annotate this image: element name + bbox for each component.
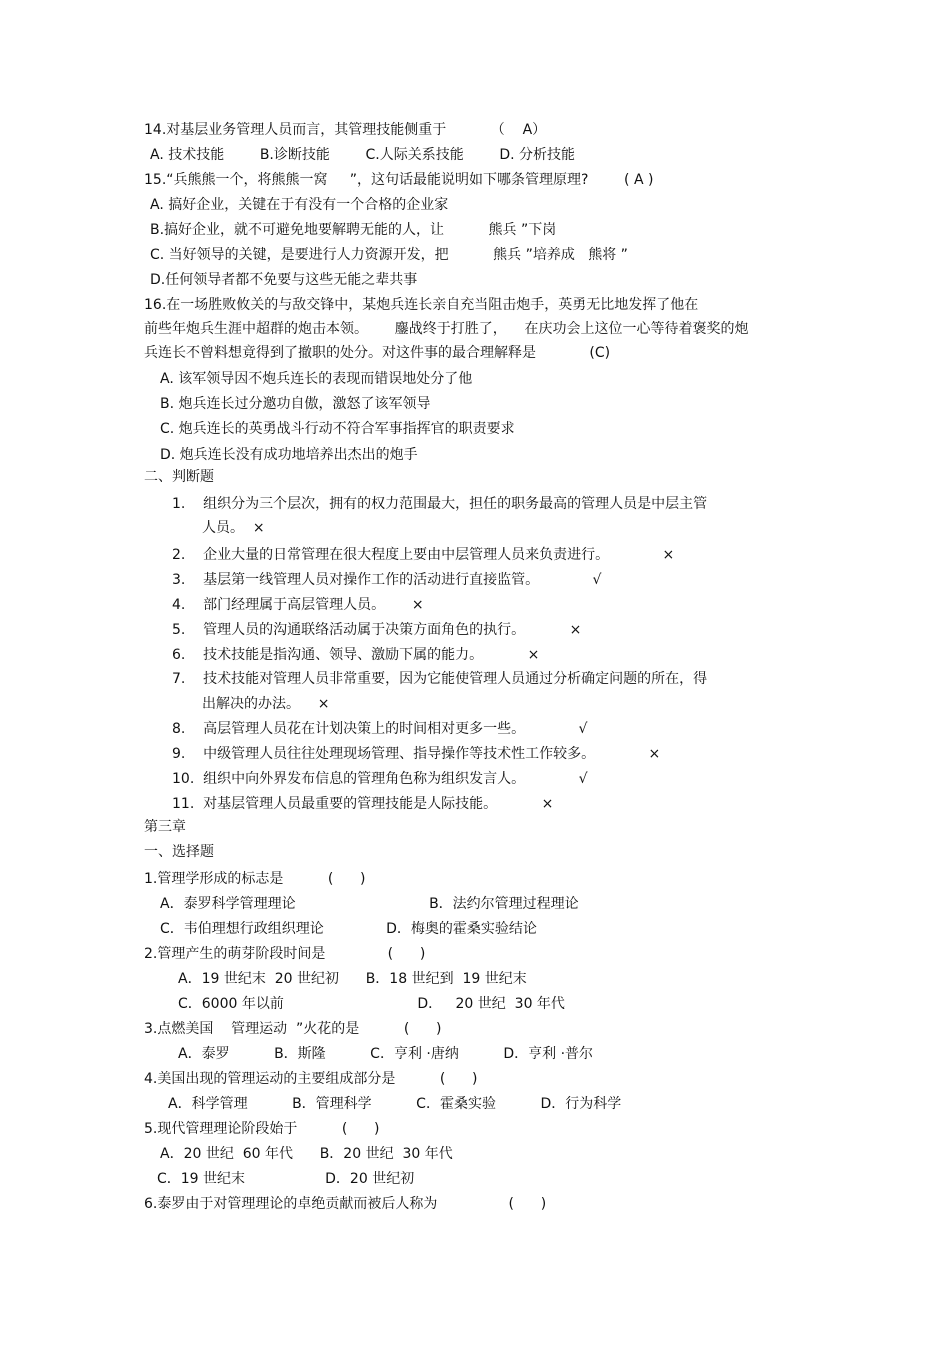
q16-option-d: D. 炮兵连长没有成功地培养出杰出的炮手 (160, 447, 418, 463)
tf-item-3: 3. 基层第一线管理人员对操作工作的活动进行直接监管。 √ (172, 572, 602, 588)
chapter-3-heading: 第三章 (144, 819, 186, 835)
tf-item-9: 9. 中级管理人员往往处理现场管理、指导操作等技术性工作较多。 × (172, 746, 661, 762)
tf-item-6: 6. 技术技能是指沟通、领导、激励下属的能力。 × (172, 647, 540, 663)
ch3-q5-options-ab: A．20 世纪 60 年代 B．20 世纪 30 年代 (160, 1146, 453, 1162)
question-16-line-2: 前些年炮兵生涯中超群的炮击本领。 鏖战终于打胜了， 在庆功会上这位一心等待着褒奖的炮 (144, 321, 749, 337)
q15-option-a: A. 搞好企业，关键在于有没有一个合格的企业家 (150, 197, 449, 213)
q15-option-c: C. 当好领导的关键，是要进行人力资源开发，把 熊兵 ”培养成 熊将 ” (150, 247, 628, 263)
tf-item-8: 8. 高层管理人员花在计划决策上的时间相对更多一些。 √ (172, 721, 588, 737)
q16-option-c: C. 炮兵连长的英勇战斗行动不符合军事指挥官的职责要求 (160, 421, 515, 437)
question-14: 14.对基层业务管理人员而言，其管理技能侧重于 （ A） (144, 122, 547, 138)
q15-option-d: D.任何领导者都不免要与这些无能之辈共事 (150, 272, 418, 288)
tf-item-7-line-1: 7. 技术技能对管理人员非常重要，因为它能使管理人员通过分析确定问题的所在，得 (172, 671, 708, 687)
tf-item-7-line-2: 出解决的办法。 × (202, 696, 330, 712)
tf-item-4: 4. 部门经理属于高层管理人员。 × (172, 597, 424, 613)
tf-item-1-line-2: 人员。 × (202, 520, 265, 536)
section-heading-true-false: 二、判断题 (144, 469, 214, 485)
ch3-question-3: 3.点燃美国 管理运动 ”火花的是 ( ) (144, 1021, 442, 1037)
q16-option-b: B. 炮兵连长过分邀功自傲，激怒了该军领导 (160, 396, 431, 412)
ch3-q1-options-cd: C．韦伯理想行政组织理论 D．梅奥的霍桑实验结论 (160, 921, 537, 937)
q16-option-a: A. 该军领导因不炮兵连长的表现而错误地处分了他 (160, 371, 473, 387)
ch3-question-2: 2.管理产生的萌芽阶段时间是 ( ) (144, 946, 426, 962)
ch3-q5-options-cd: C．19 世纪末 D．20 世纪初 (157, 1171, 415, 1187)
q14-options: A. 技术技能 B.诊断技能 C.人际关系技能 D. 分析技能 (150, 147, 575, 163)
ch3-question-4: 4.美国出现的管理运动的主要组成部分是 ( ) (144, 1071, 478, 1087)
q15-option-b: B.搞好企业，就不可避免地要解聘无能的人，让 熊兵 ”下岗 (150, 222, 557, 238)
tf-item-10: 10. 组织中向外界发布信息的管理角色称为组织发言人。 √ (172, 771, 588, 787)
tf-item-1-line-1: 1. 组织分为三个层次，拥有的权力范围最大，担任的职务最高的管理人员是中层主管 (172, 496, 708, 512)
ch3-question-5: 5.现代管理理论阶段始于 ( ) (144, 1121, 380, 1137)
section-heading-multiple-choice: 一、选择题 (144, 844, 214, 860)
ch3-q2-options-cd: C．6000 年以前 D． 20 世纪 30 年代 (178, 996, 565, 1012)
ch3-q4-options: A．科学管理 B．管理科学 C．霍桑实验 D．行为科学 (168, 1096, 622, 1112)
question-16-line-1: 16.在一场胜败攸关的与敌交锋中，某炮兵连长亲自充当阻击炮手，英勇无比地发挥了他在 (144, 297, 699, 313)
question-15: 15.“兵熊熊一个，将熊熊一窝 ”，这句话最能说明如下哪条管理原理? ( A ) (144, 172, 654, 188)
ch3-q3-options: A．泰罗 B．斯隆 C．亨利 ·唐纳 D．亨利 ·普尔 (178, 1046, 594, 1062)
ch3-q2-options-ab: A．19 世纪末 20 世纪初 B．18 世纪到 19 世纪末 (178, 971, 527, 987)
tf-item-11: 11. 对基层管理人员最重要的管理技能是人际技能。 × (172, 796, 554, 812)
ch3-question-1: 1.管理学形成的标志是 ( ) (144, 871, 366, 887)
tf-item-2: 2. 企业大量的日常管理在很大程度上要由中层管理人员来负责进行。 × (172, 547, 675, 563)
ch3-question-6: 6.泰罗由于对管理理论的卓绝贡献而被后人称为 ( ) (144, 1196, 547, 1212)
question-16-line-3: 兵连长不曾料想竟得到了撤职的处分。对这件事的最合理解释是 (C) (144, 345, 611, 361)
tf-item-5: 5. 管理人员的沟通联络活动属于决策方面角色的执行。 × (172, 622, 582, 638)
ch3-q1-options-ab: A．泰罗科学管理理论 B．法约尔管理过程理论 (160, 896, 579, 912)
